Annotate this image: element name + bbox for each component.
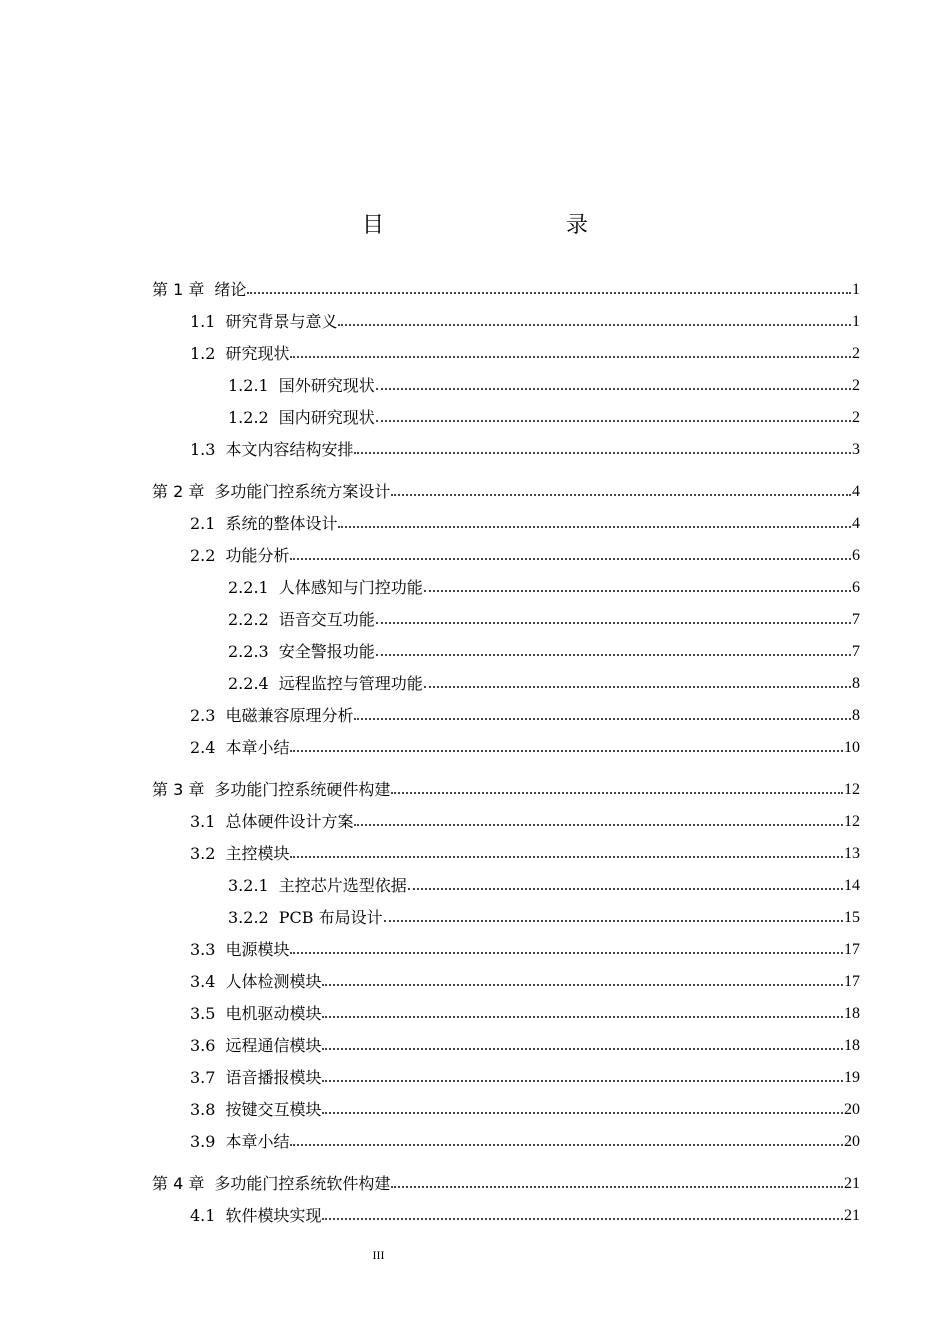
toc-section-entry[interactable] [190,1034,860,1058]
toc-dot-leader [408,888,843,890]
toc-entry-number: 3.9 [190,1132,216,1151]
toc-section-entry[interactable] [190,1002,860,1026]
toc-entry-number: 2.2.2 [228,610,269,629]
toc-entry-number: 1.2.2 [228,408,269,427]
toc-section-entry[interactable] [228,576,860,600]
toc-section-entry[interactable] [190,342,860,366]
toc-entry-number: 2.1 [190,514,216,533]
toc-section-entry[interactable] [190,1130,860,1154]
toc-dot-leader [322,1016,843,1018]
toc-dot-leader [391,494,851,496]
toc-entry-title: 国外研究现状 [278,376,375,395]
toc-section-entry[interactable] [190,1098,860,1122]
toc-entry-page: 21 [844,1175,860,1192]
toc-entry-page: 14 [844,877,860,894]
toc-section-entry[interactable] [228,906,860,930]
toc-entry-page: 15 [844,909,860,926]
toc-section-entry[interactable] [190,544,860,568]
toc-entry-number: 3.7 [190,1068,216,1087]
toc-entry-page: 17 [844,973,860,990]
toc-section-entry[interactable] [190,704,860,728]
toc-entry-title: 主控模块 [225,844,290,863]
toc-section-entry[interactable] [228,406,860,430]
toc-dot-leader [322,984,843,986]
toc-dot-leader [290,952,843,954]
toc-entry-title: 软件模块实现 [225,1206,322,1225]
toc-entry-number: 2.2.4 [228,674,269,693]
toc-dot-leader [376,388,851,390]
toc-entry-title: 研究背景与意义 [225,312,338,331]
toc-entry-number: 1.3 [190,440,216,459]
toc-entry-title: 多功能门控系统方案设计 [214,482,391,501]
toc-entry-title: 绪论 [214,280,247,299]
toc-entry-title: 语音播报模块 [225,1068,322,1087]
toc-entry-number: 第 2 章 [152,482,205,501]
toc-section-entry[interactable] [228,672,860,696]
toc-dot-leader [322,1080,843,1082]
toc-entry-number: 2.2.1 [228,578,269,597]
toc-entry-title: 电磁兼容原理分析 [225,706,354,725]
toc-entry-page: 19 [844,1069,860,1086]
toc-section-entry[interactable] [190,970,860,994]
toc-entry-number: 1.2.1 [228,376,269,395]
toc-entry-number: 3.1 [190,812,216,831]
toc-entry-title: 本文内容结构安排 [225,440,354,459]
toc-dot-leader [354,452,851,454]
toc-entry-page: 6 [852,579,860,596]
toc-entry-page: 2 [852,377,860,394]
toc-entry-page: 7 [852,643,860,660]
toc-entry-title: 功能分析 [225,546,290,565]
toc-dot-leader [354,718,851,720]
toc-chapter-entry[interactable] [152,480,860,504]
toc-dot-leader [391,1186,843,1188]
toc-dot-leader [338,526,851,528]
toc-section-entry[interactable] [228,874,860,898]
toc-entry-title: PCB 布局设计 [278,908,383,927]
toc-entry-page: 13 [844,845,860,862]
toc-dot-leader [290,558,851,560]
toc-entry-title: 安全警报功能 [278,642,375,661]
toc-entry-number: 3.2.1 [228,876,269,895]
toc-entry-page: 3 [852,441,860,458]
toc-entry-page: 17 [844,941,860,958]
toc-section-entry[interactable] [190,938,860,962]
toc-entry-title: 主控芯片选型依据 [278,876,407,895]
toc-entry-number: 第 4 章 [152,1174,205,1193]
toc-entry-title: 人体感知与门控功能 [278,578,423,597]
toc-dot-leader [376,420,851,422]
toc-entry-title: 本章小结 [225,1132,290,1151]
toc-dot-leader [376,622,851,624]
toc-entry-number: 3.8 [190,1100,216,1119]
toc-entry-title: 总体硬件设计方案 [225,812,354,831]
toc-dot-leader [338,324,851,326]
toc-entry-number: 2.2 [190,546,216,565]
toc-section-entry[interactable] [190,310,860,334]
toc-section-entry[interactable] [190,438,860,462]
toc-entry-page: 18 [844,1005,860,1022]
toc-section-entry[interactable] [228,374,860,398]
toc-entry-page: 20 [844,1101,860,1118]
toc-chapter-entry[interactable] [152,278,860,302]
toc-entry-title: 电机驱动模块 [225,1004,322,1023]
toc-section-entry[interactable] [190,842,860,866]
toc-entry-title: 研究现状 [225,344,290,363]
toc-entry-page: 10 [844,739,860,756]
toc-entry-page: 12 [844,813,860,830]
toc-section-entry[interactable] [190,810,860,834]
toc-entry-number: 3.2 [190,844,216,863]
toc-entry-number: 第 3 章 [152,780,205,799]
toc-dot-leader [322,1112,843,1114]
toc-entry-number: 3.5 [190,1004,216,1023]
toc-entry-title: 系统的整体设计 [225,514,338,533]
toc-entry-page: 2 [852,409,860,426]
toc-dot-leader [322,1218,843,1220]
toc-entry-page: 8 [852,675,860,692]
toc-dot-leader [376,654,851,656]
toc-entry-title: 多功能门控系统硬件构建 [214,780,391,799]
toc-entry-page: 8 [852,707,860,724]
page-number: III [372,1248,385,1262]
toc-entry-page: 7 [852,611,860,628]
toc-dot-leader [391,792,843,794]
toc-entry-page: 20 [844,1133,860,1150]
toc-entry-title: 本章小结 [225,738,290,757]
toc-entry-title: 远程监控与管理功能 [278,674,423,693]
toc-entry-title: 远程通信模块 [225,1036,322,1055]
toc-section-entry[interactable] [228,640,860,664]
toc-entry-title: 国内研究现状 [278,408,375,427]
toc-entry-page: 12 [844,781,860,798]
toc-entry-page: 4 [852,483,860,500]
toc-entry-title: 语音交互功能 [278,610,375,629]
toc-entry-number: 2.4 [190,738,216,757]
toc-dot-leader [384,920,843,922]
toc-entry-title: 电源模块 [225,940,290,959]
toc-dot-leader [322,1048,843,1050]
toc-section-entry[interactable] [190,1066,860,1090]
toc-entry-number: 3.4 [190,972,216,991]
toc-dot-leader [290,1144,843,1146]
toc-entry-page: 4 [852,515,860,532]
toc-section-entry[interactable] [190,736,860,760]
toc-dot-leader [424,590,851,592]
toc-chapter-entry[interactable] [152,1172,860,1196]
toc-entry-number: 1.2 [190,344,216,363]
toc-entry-title: 多功能门控系统软件构建 [214,1174,391,1193]
toc-entry-page: 1 [852,281,860,298]
toc-section-entry[interactable] [190,512,860,536]
toc-dot-leader [247,292,851,294]
toc-entry-number: 3.6 [190,1036,216,1055]
toc-entry-number: 2.2.3 [228,642,269,661]
toc-entry-number: 3.2.2 [228,908,269,927]
toc-entry-title: 人体检测模块 [225,972,322,991]
toc-chapter-entry[interactable] [152,778,860,802]
toc-entry-page: 2 [852,345,860,362]
toc-entry-title: 按键交互模块 [225,1100,322,1119]
toc-dot-leader [290,356,851,358]
toc-dot-leader [354,824,843,826]
toc-dot-leader [290,750,843,752]
toc-entry-number: 第 1 章 [152,280,205,299]
toc-entry-page: 18 [844,1037,860,1054]
toc-section-entry[interactable] [190,1204,860,1228]
toc-entry-page: 6 [852,547,860,564]
toc-entry-page: 21 [844,1207,860,1224]
toc-dot-leader [424,686,851,688]
toc-entry-number: 2.3 [190,706,216,725]
toc-section-entry[interactable] [228,608,860,632]
toc-entry-number: 4.1 [190,1206,216,1225]
toc-dot-leader [290,856,843,858]
toc-entry-number: 1.1 [190,312,216,331]
toc-entry-page: 1 [852,313,860,330]
page-title: 目 录 [361,213,634,238]
toc-entry-number: 3.3 [190,940,216,959]
